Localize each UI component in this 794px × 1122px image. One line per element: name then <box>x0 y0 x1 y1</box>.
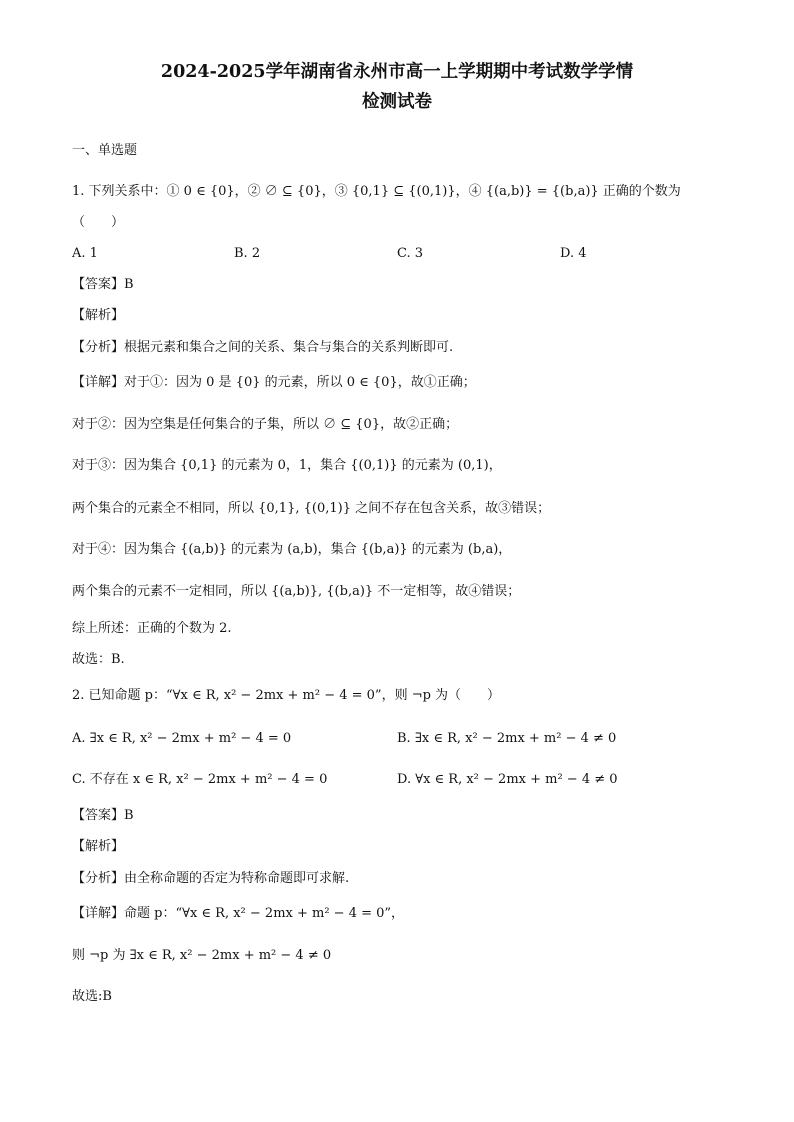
q2-analysis: 【分析】由全称命题的否定为特称命题即可求解. <box>72 871 350 886</box>
q1-detail-line: 对于②：因为空集是任何集合的子集，所以 ∅ ⊆ {0}，故②正确； <box>72 417 459 432</box>
q1-detail-line: 对于③：因为集合 {0,1} 的元素为 0，1，集合 {(0,1)} 的元素为 (0,1)， <box>72 458 502 473</box>
q1-detail-line: 两个集合的元素全不相同，所以 {0,1}, {(0,1)} 之间不存在包含关系，故③错误； <box>72 501 551 516</box>
title-line-2: 检测试卷 <box>362 92 432 112</box>
q1-analysis: 【分析】根据元素和集合之间的关系、集合与集合的关系判断即可. <box>72 340 454 355</box>
q1-stem: 1. 下列关系中：① 0 ∈ {0}，② ∅ ⊆ {0}，③ {0,1} ⊆ {(0,1)}，④ {(a,b)} = {(b,a)} 正确的个数为 <box>72 184 681 199</box>
section-heading: 一、单选题 <box>72 143 138 158</box>
q2-answer: 【答案】B <box>72 808 134 823</box>
q1-detail-line: 故选：B. <box>72 652 125 667</box>
q1-analysis-head: 【解析】 <box>72 308 125 323</box>
q2-option-b: B. ∃x ∈ R, x² − 2mx + m² − 4 ≠ 0 <box>397 731 617 746</box>
q2-option-c: C. 不存在 x ∈ R, x² − 2mx + m² − 4 = 0 <box>72 772 328 787</box>
q1-option-d: D. 4 <box>560 246 587 261</box>
q1-option-b: B. 2 <box>234 246 261 261</box>
q1-detail-line: 对于④：因为集合 {(a,b)} 的元素为 (a,b)，集合 {(b,a)} 的元素为 (b,a)， <box>72 542 512 557</box>
q1-detail-line: 【详解】对于①：因为 0 是 {0} 的元素，所以 0 ∈ {0}，故①正确； <box>72 375 476 390</box>
q1-answer: 【答案】B <box>72 277 134 292</box>
q2-analysis-head: 【解析】 <box>72 839 125 854</box>
q1-option-c: C. 3 <box>397 246 424 261</box>
document-title <box>60 57 734 117</box>
q1-detail-line: 两个集合的元素不一定相同，所以 {(a,b)}, {(b,a)} 不一定相等，故④错误； <box>72 584 521 599</box>
q1-detail-line: 综上所述：正确的个数为 2. <box>72 621 232 636</box>
q2-detail-line: 【详解】命题 p：“∀x ∈ R, x² − 2mx + m² − 4 = 0”， <box>72 906 405 921</box>
q1-paren: （ ） <box>72 215 125 230</box>
q1-option-a: A. 1 <box>72 246 98 261</box>
title-line-1: 2024-2025学年湖南省永州市高一上学期期中考试数学学情 <box>160 62 634 82</box>
q2-stem: 2. 已知命题 p：“∀x ∈ R, x² − 2mx + m² − 4 = 0”，则 ¬p 为（ ） <box>72 688 501 703</box>
q2-option-a: A. ∃x ∈ R, x² − 2mx + m² − 4 = 0 <box>72 731 292 746</box>
q2-detail-line: 则 ¬p 为 ∃x ∈ R, x² − 2mx + m² − 4 ≠ 0 <box>72 948 332 963</box>
q2-detail-line: 故选:B <box>72 989 112 1004</box>
q2-option-d: D. ∀x ∈ R, x² − 2mx + m² − 4 ≠ 0 <box>397 772 618 787</box>
